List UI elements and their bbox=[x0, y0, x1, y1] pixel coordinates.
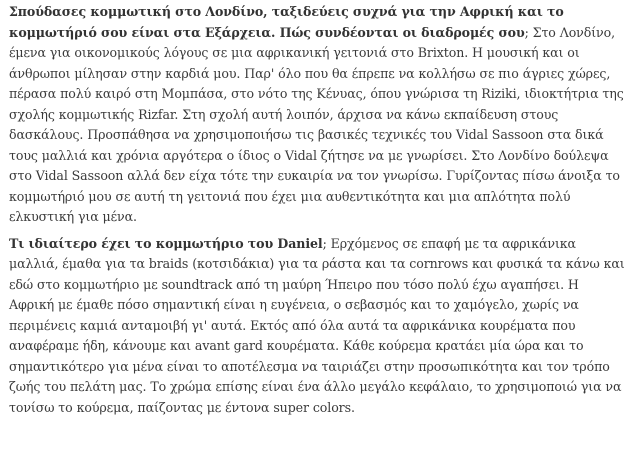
interview-answer-1: ; Στο Λονδίνο, έμενα για οικονομικούς λόγους σε μια αφρικανική γειτονιά στο Brixton. Η μουσική και οι άνθρωποι μίλησαν στην καρδιά μου. Παρ' όλο που θα έπρεπε να κολλήσω σε πιο άγριες χώρες, πέρασα πολύ καιρό στη Μομπάσα, στο νότο της Κένυας, όπου γνώρισα τη Riziki, ιδιοκτήτρια της σχολής κομμωτικής Rizfar. Στη σχολή αυτή λοιπόν, άρχισα να κάνω εκπαίδευση στους δασκάλους. Προσπάθησα να χρησιμοποιήσω τις βασικές τεχνικές του Vidal Sassoon στα δικά τους μαλλιά και χρόνια αργότερα ο ίδιος ο Vidal ζήτησε να με γνωρίσει. Στο Λονδίνο δούλεψα στο Vidal Sassoon αλλά δεν είχα τότε την ευκαιρία να τον γνωρίσω. Γυρίζοντας πίσω άνοιξα το κομμωτήριό μου σε αυτή τη γειτονιά που έχει μια αυθεντικότητα και μια απλότητα πολύ ελκυστική για μένα. bbox=[9, 24, 624, 224]
article-paragraph-2 bbox=[9, 234, 626, 419]
interview-question-1: Σπούδασες κομμωτική στο Λονδίνο, ταξιδεύεις συχνά για την Αφρική και το κομμωτήριό σου είναι στα Εξάρχεια. Πώς συνδέονται οι διαδρομές σου bbox=[9, 4, 564, 40]
interview-question-2: Τι ιδιαίτερο έχει το κομμωτήριο του Daniel bbox=[9, 235, 323, 251]
interview-answer-2: ; Ερχόμενος σε επαφή με τα αφρικάνικα μαλλιά, έμαθα για τα braids (κοτσιδάκια) για τα ράστα και τα cornrows και φυσικά τα κάνω και εδώ στο κομμωτήριο με soundtrack από τη μαύρη Ήπειρο που τόσο πολύ έχω αγαπήσει. Η Αφρική με έμαθε πόσο σημαντική είναι η ευγένεια, ο σεβασμός και το χαμόγελο, χωρίς να περιμένεις καμιά ανταμοιβή γι' αυτά. Εκτός από όλα αυτά τα αφρικάνικα κουρέματα που αναφέραμε ήδη, κάνουμε και avant gard κουρέματα. Κάθε κούρεμα κρατάει μία ώρα και το σημαντικότερο για μένα είναι το αποτέλεσμα να ταιριάζει στην προσωπικότητα και τον τρόπο ζωής του πελάτη μας. Το χρώμα επίσης είναι ένα άλλο μεγάλο κεφάλαιο, το χρησιμοποιώ για να τονίσω το κούρεμα, παίζοντας με έντονα super colors. bbox=[9, 235, 625, 415]
article-paragraph-1 bbox=[9, 2, 626, 228]
